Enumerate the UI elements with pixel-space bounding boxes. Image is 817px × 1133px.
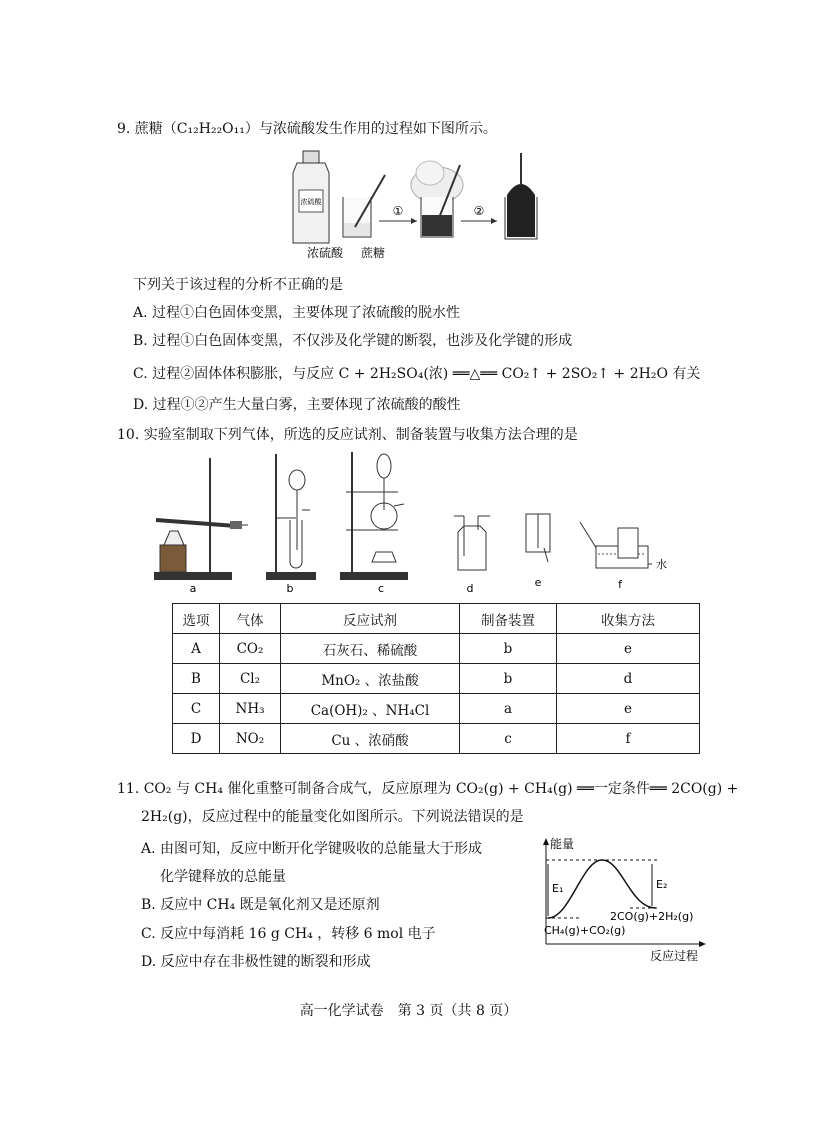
table-cell: CO₂ [220,634,281,664]
table-cell: a [460,694,557,724]
q11-option-a-cont: 化学键释放的总能量 [160,869,286,885]
table-cell: b [460,664,557,694]
q10-options-table [172,603,700,754]
caption-sugar: 蔗糖 [360,246,386,260]
table-header-row [173,604,700,634]
table-header: 选项 [173,604,220,634]
apparatus-e [526,514,550,589]
step1-label: ① [392,204,404,218]
q9-prompt: 下列关于该过程的分析不正确的是 [133,277,343,293]
q9-figure [285,145,545,265]
table-row [173,634,700,664]
q9-stem: 9. 蔗糖（C₁₂H₂₂O₁₁）与浓硫酸发生作用的过程如下图所示。 [117,121,497,137]
acid-bottle [293,151,329,243]
apparatus-a [154,458,248,595]
e1-label: E₁ [552,882,564,895]
q9-option-d: D. 过程①②产生大量白雾，主要体现了浓硫酸的酸性 [133,397,461,413]
q9-option-b: B. 过程①白色固体变黑，不仅涉及化学键的断裂，也涉及化学键的形成 [133,333,573,349]
water-label: 水 [656,558,667,571]
label-c: c [377,582,385,595]
q11-option-a: A. 由图可知，反应中断开化学键吸收的总能量大于形成 [141,841,483,857]
table-cell: b [460,634,557,664]
bottle-label: 浓硫酸 [300,198,322,206]
table-header: 反应试剂 [281,604,460,634]
label-e: e [534,576,542,589]
energy-diagram [530,834,710,964]
e2-label: E₂ [656,878,668,891]
table-row [173,694,700,724]
table-cell: 石灰石、稀硫酸 [281,634,460,664]
apparatus-d [454,516,490,595]
q11-option-d: D. 反应中存在非极性键的断裂和形成 [141,954,371,970]
q10-apparatus-figure [148,450,678,595]
step2-label: ② [473,204,485,218]
q10-stem: 10. 实验室制取下列气体，所选的反应试剂、制备装置与收集方法合理的是 [117,427,578,443]
label-a: a [189,582,197,595]
table-header: 收集方法 [557,604,700,634]
table-cell: e [557,694,700,724]
q11-option-b: B. 反应中 CH₄ 既是氧化剂又是还原剂 [141,897,380,913]
label-d: d [466,582,474,595]
x-axis-label: 反应过程 [650,949,699,963]
caption-acid: 浓硫酸 [306,246,344,260]
apparatus-b [266,454,316,595]
q9-option-c: C. 过程②固体体积膨胀，与反应 C + 2H₂SO₄(浓) ══△══ CO₂↑ + 2SO₂↑ + 2H₂O 有关 [133,366,701,382]
table-cell: A [173,634,220,664]
table-cell: d [557,664,700,694]
table-cell: B [173,664,220,694]
apparatus-c [340,452,408,595]
table-row [173,664,700,694]
table-cell: Cl₂ [220,664,281,694]
table-cell: NH₃ [220,694,281,724]
q11-stem-line2: 2H₂(g)，反应过程中的能量变化如图所示。下列说法错误的是 [141,809,524,825]
table-header: 制备装置 [460,604,557,634]
q11-option-c: C. 反应中每消耗 16 g CH₄ ，转移 6 mol 电子 [141,926,436,942]
table-cell: c [460,724,557,754]
table-header: 气体 [220,604,281,634]
label-b: b [286,582,294,595]
table-cell: f [557,724,700,754]
table-cell: MnO₂ 、浓盐酸 [281,664,460,694]
label-f: f [618,578,622,591]
sugar-beaker [343,175,385,237]
page-footer: 高一化学试卷 第 3 页（共 8 页） [299,1003,518,1019]
table-cell: D [173,724,220,754]
table-cell: e [557,634,700,664]
table-cell: C [173,694,220,724]
apparatus-f [580,522,667,591]
y-axis-label: 能量 [550,837,575,851]
products-label: 2CO(g)+2H₂(g) [610,910,694,923]
q11-stem-line1: 11. CO₂ 与 CH₄ 催化重整可制备合成气，反应原理为 CO₂(g) + CH₄(g) ══一定条件══ 2CO(g) + [117,781,739,797]
reaction-beaker-2 [505,153,537,239]
reaction-beaker-1 [411,161,463,237]
table-cell: Cu 、浓硝酸 [281,724,460,754]
table-cell: Ca(OH)₂ 、NH₄Cl [281,694,460,724]
q9-option-a: A. 过程①白色固体变黑，主要体现了浓硫酸的脱水性 [133,305,461,321]
table-cell: NO₂ [220,724,281,754]
reactants-label: CH₄(g)+CO₂(g) [544,924,626,937]
table-row [173,724,700,754]
